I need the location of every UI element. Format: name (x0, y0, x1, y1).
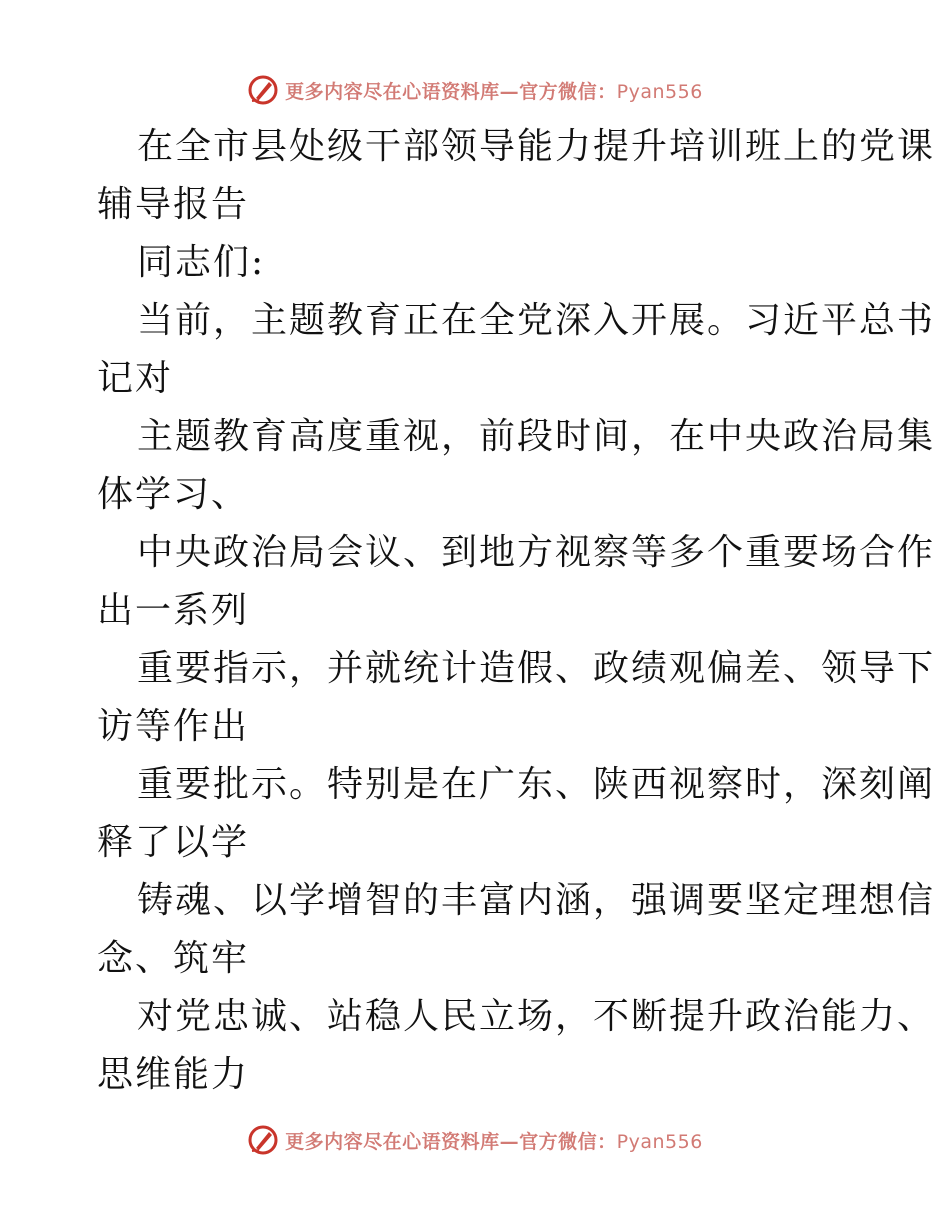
paragraph-line: 重要指示，并就统计造假、政绩观偏差、领导下 (137, 648, 936, 689)
paragraph-line: 中央政治局会议、到地方视察等多个重要场合作 (137, 532, 936, 573)
paragraph-line: 主题教育高度重视，前段时间，在中央政治局集 (137, 416, 936, 457)
paragraph-line: 重要批示。特别是在广东、陕西视察时，深刻阐 (137, 764, 936, 805)
paragraph-line: 释了以学 (97, 822, 250, 863)
title-line-1: 在全市县处级干部领导能力提升培训班上的党课 (137, 126, 936, 167)
paragraph-line: 念、筑牢 (97, 938, 250, 979)
watermark-account: Pyan556 (616, 80, 703, 103)
watermark-text: 更多内容尽在心语资料库—官方微信：Pyan556 (285, 80, 703, 103)
document-body (97, 118, 936, 1104)
paragraph-line: 访等作出 (97, 706, 250, 747)
watermark-text: 更多内容尽在心语资料库—官方微信：Pyan556 (285, 1130, 703, 1153)
paragraph-line: 体学习、 (97, 474, 250, 515)
paragraph-line: 对党忠诚、站稳人民立场，不断提升政治能力、 (137, 996, 936, 1037)
paragraph-line: 当前，主题教育正在全党深入开展。习近平总书 (137, 300, 936, 341)
quill-logo-icon (247, 1124, 279, 1156)
footer-watermark (0, 1120, 950, 1160)
paragraph-line: 铸魂、以学增智的丰富内涵，强调要坚定理想信 (137, 880, 936, 921)
paragraph-line: 出一系列 (97, 590, 250, 631)
header-watermark (0, 70, 950, 110)
title-line-2: 辅导报告 (97, 184, 250, 225)
paragraph-line: 思维能力 (97, 1054, 250, 1095)
quill-logo-icon (247, 74, 279, 106)
salutation: 同志们: (137, 242, 266, 283)
paragraph-line: 记对 (97, 358, 174, 399)
watermark-account: Pyan556 (616, 1130, 703, 1153)
